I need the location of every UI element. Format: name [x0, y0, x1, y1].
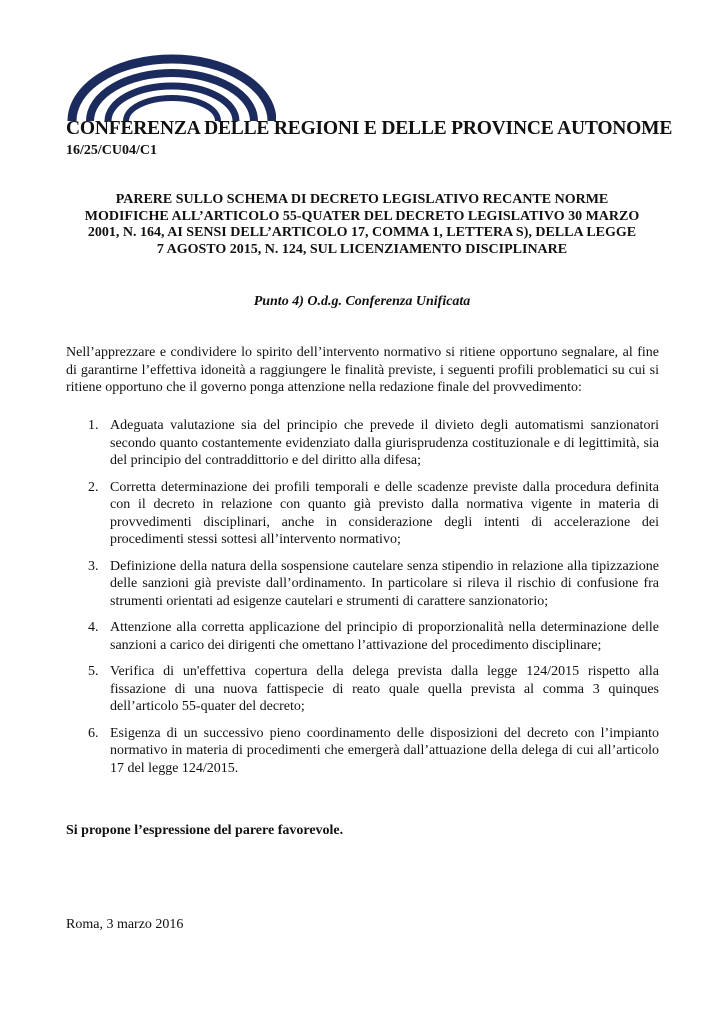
place-date: Roma, 3 marzo 2016	[66, 917, 184, 932]
list-item	[66, 619, 659, 654]
item-text: Definizione della natura della sospensione cautelare senza stipendio in relazione alla tipizzazione delle sanzioni già previste dall’ordinamento. In particolare si rileva il rischio di confusione fra strumenti orientati ad esigenze cautelari e strumenti di carattere sanzionatorio;	[110, 558, 659, 609]
list-item	[66, 663, 659, 716]
item-text: Esigenza di un successivo pieno coordinamento delle disposizioni del decreto con l’impianto normativo in materia di procedimenti che emergerà dall’attuazione della delega di cui all’articolo 17 del legge 124/2015.	[110, 725, 659, 776]
item-number: 1.	[88, 418, 99, 433]
item-text: Corretta determinazione dei profili temporali e delle scadenze previste dalla procedura definita con il decreto in relazione con quanto già previsto dalla normativa vigente in materia di provvedimenti disciplinari, anche in considerazione degli intenti di accelerazione dei procedimenti stessi sottesi all’intervento normativo;	[110, 479, 659, 547]
logo-arc	[72, 59, 272, 121]
item-text: Verifica di un'effettiva copertura della delega prevista dalla legge 124/2015 rispetto alla fissazione di una nuova fattispecie di reato quale quella prevista al comma 3 quinques dell’articolo 55-quater del decreto;	[110, 664, 659, 714]
proposal-statement: Si propone l’espressione del parere favorevole.	[66, 823, 344, 838]
title-line: PARERE SULLO SCHEMA DI DECRETO LEGISLATIVO RECANTE NORME	[115, 192, 609, 207]
item-number: 2.	[88, 479, 99, 495]
agenda-item: Punto 4) O.d.g. Conferenza Unificata	[253, 294, 471, 309]
item-text: Adeguata valutazione sia del principio che prevede il divieto degli automatismi sanzionatori secondo quanto costantemente evidenziato dalla giurisprudenza costituzionale e di legittimità, sia del principio del contraddittorio e del diritto alla difesa;	[110, 418, 659, 468]
conference-logo	[66, 50, 276, 122]
intro-paragraph: Nell’apprezzare e condividere lo spirito dell’intervento normativo si ritiene opportuno segnalare, al fine di garantirne l’effettiva idoneità a raggiungere le finalità previste, i seguenti profili problematici su cui si ritiene opportuno che il governo ponga attenzione nella redazione finale del provvedimento:	[66, 345, 659, 395]
list-item	[66, 558, 659, 611]
item-number: 3.	[88, 558, 99, 574]
item-text: Attenzione alla corretta applicazione del principio di proporzionalità nella determinazione delle sanzioni a carico dei dirigenti che omettano l’attivazione del procedimento disciplinare;	[110, 620, 659, 653]
list-item	[66, 417, 659, 470]
title-line: 2001, N. 164, AI SENSI DELL’ARTICOLO 17, COMMA 1, LETTERA S), DELLA LEGGE	[87, 225, 637, 240]
list-item	[66, 725, 659, 778]
title-line: 7 AGOSTO 2015, N. 124, SUL LICENZIAMENTO DISCIPLINARE	[156, 241, 568, 257]
item-number: 5.	[88, 664, 99, 679]
title-line: MODIFICHE ALL’ARTICOLO 55-QUATER DEL DECRETO LEGISLATIVO 30 MARZO	[84, 208, 640, 224]
item-number: 6.	[88, 725, 99, 741]
document-code: 16/25/CU04/C1	[66, 143, 157, 158]
document-title	[60, 192, 664, 258]
points-list	[66, 417, 659, 786]
list-item	[66, 479, 659, 549]
item-number: 4.	[88, 620, 99, 635]
organization-name: CONFERENZA DELLE REGIONI E DELLE PROVINCE AUTONOME	[66, 118, 673, 139]
